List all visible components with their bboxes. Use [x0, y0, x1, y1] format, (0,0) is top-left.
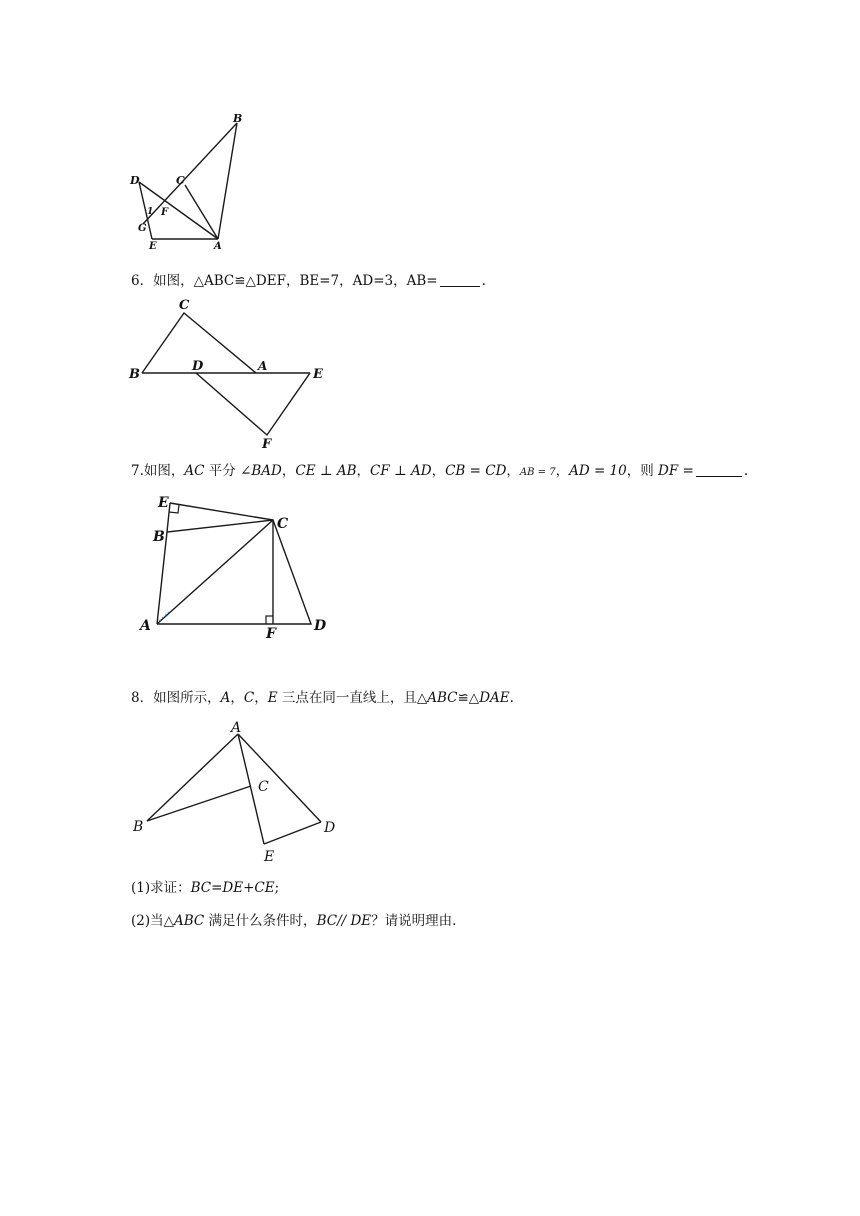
q8-part2-prefix: (2)当△ — [131, 913, 175, 929]
label-d: D — [192, 359, 204, 374]
question-8 — [131, 689, 514, 707]
q8-abc: ABC — [427, 690, 458, 706]
right-angle-mark-e — [169, 505, 179, 513]
label-d: D — [324, 820, 336, 836]
right-angle-mark-f — [266, 616, 273, 624]
question-6 — [131, 272, 486, 290]
question-7 — [131, 462, 748, 482]
label-b: B — [133, 819, 144, 835]
q7-ab-eq-7: AB = 7 — [519, 467, 556, 478]
label-c: C — [176, 174, 185, 187]
label-e: E — [264, 849, 275, 865]
question-7-number: 7. — [131, 463, 144, 479]
q8-c: C — [243, 690, 255, 706]
q7-comma-5: ， — [555, 463, 570, 479]
q7-text-1: 如图， — [143, 463, 185, 479]
label-b: B — [153, 529, 165, 545]
label-f: F — [161, 207, 169, 218]
q7-text-3: 平分 — [204, 463, 241, 479]
label-b: B — [233, 112, 243, 125]
question-6-end: . — [481, 273, 486, 289]
q8-comma-2: ， — [254, 690, 268, 706]
q7-ac: AC — [184, 463, 205, 479]
label-f: F — [266, 626, 276, 642]
label-c: C — [258, 779, 269, 795]
label-e: E — [149, 241, 157, 252]
q8-part2-abc: ABC — [174, 913, 205, 929]
label-d: D — [130, 174, 140, 187]
q7-comma-4: ， — [506, 463, 520, 479]
q8-text-1: 如图所示， — [153, 690, 221, 706]
quadrilateral-abcd — [157, 520, 311, 624]
triangle-def — [196, 373, 310, 435]
question-8-number: 8． — [131, 690, 154, 706]
q8-part2-end: ？请说明理由. — [371, 913, 457, 929]
question-6-number: 6． — [131, 273, 154, 289]
label-a: A — [258, 359, 268, 373]
segment-e-d — [264, 822, 321, 844]
q7-text-15: ，则 — [626, 463, 659, 479]
q8-part1-end: ; — [274, 880, 280, 896]
label-a: A — [231, 720, 242, 736]
figure-problem-7 — [136, 490, 346, 640]
q7-angle-bad: ∠BAD — [240, 463, 282, 479]
answer-blank-6[interactable] — [440, 274, 480, 287]
q8-text-7: 三点在同一直线上，且△ — [277, 690, 428, 706]
question-6-text: 如图，△ABC≌△DEF，BE=7，AD=3，AB= — [153, 273, 438, 289]
label-c: C — [179, 298, 190, 313]
segment-e-c — [170, 503, 273, 520]
q8-a: A — [220, 690, 231, 706]
label-e: E — [158, 495, 169, 511]
q8-part1-prefix: (1)求证： — [131, 880, 191, 896]
q8-dae: DAE — [479, 690, 510, 706]
q7-df-eq: DF = — [658, 463, 694, 479]
label-d: D — [314, 618, 327, 634]
figure-problem-8 — [128, 716, 348, 866]
q8-period: . — [509, 690, 514, 706]
q7-ad-eq-10: AD = 10 — [569, 463, 627, 479]
label-e: E — [313, 367, 323, 382]
label-g: G — [138, 223, 147, 234]
question-8-part-2 — [131, 912, 456, 930]
q8-part2-parallel: BC// DE — [316, 913, 372, 929]
label-c: C — [277, 516, 289, 532]
label-angle-1: 1 — [147, 207, 154, 217]
q8-congruent: ≌△ — [457, 690, 480, 706]
segment-a-c — [157, 520, 273, 624]
figure-problem-5 — [126, 112, 256, 252]
q7-cb-eq-cd: CB = CD — [445, 463, 507, 479]
figure-problem-6 — [126, 295, 336, 450]
label-a: A — [214, 241, 222, 252]
question-7-end: . — [743, 463, 749, 479]
question-8-part-1 — [131, 879, 279, 897]
q7-comma-1: ， — [281, 463, 296, 479]
segment-c-a — [185, 185, 218, 239]
q7-comma-3: ， — [431, 463, 446, 479]
label-a: A — [140, 618, 151, 634]
segment-b-c — [147, 786, 251, 821]
q8-e: E — [267, 690, 278, 706]
label-b: B — [129, 367, 140, 382]
dashed-mark-a — [159, 612, 169, 621]
answer-blank-7[interactable] — [696, 464, 742, 477]
q7-cf-perp-ad: CF ⊥ AD — [370, 463, 432, 479]
label-f: F — [262, 437, 272, 452]
q8-part2-text: 满足什么条件时， — [204, 913, 317, 929]
q7-ce-perp-ab: CE ⊥ AB — [295, 463, 357, 479]
segment-a-b — [147, 734, 238, 821]
q8-part1-equation: BC=DE+CE — [190, 880, 275, 896]
q8-comma-1: ， — [230, 690, 244, 706]
segment-a-d — [238, 734, 321, 822]
q7-comma-2: ， — [356, 463, 371, 479]
